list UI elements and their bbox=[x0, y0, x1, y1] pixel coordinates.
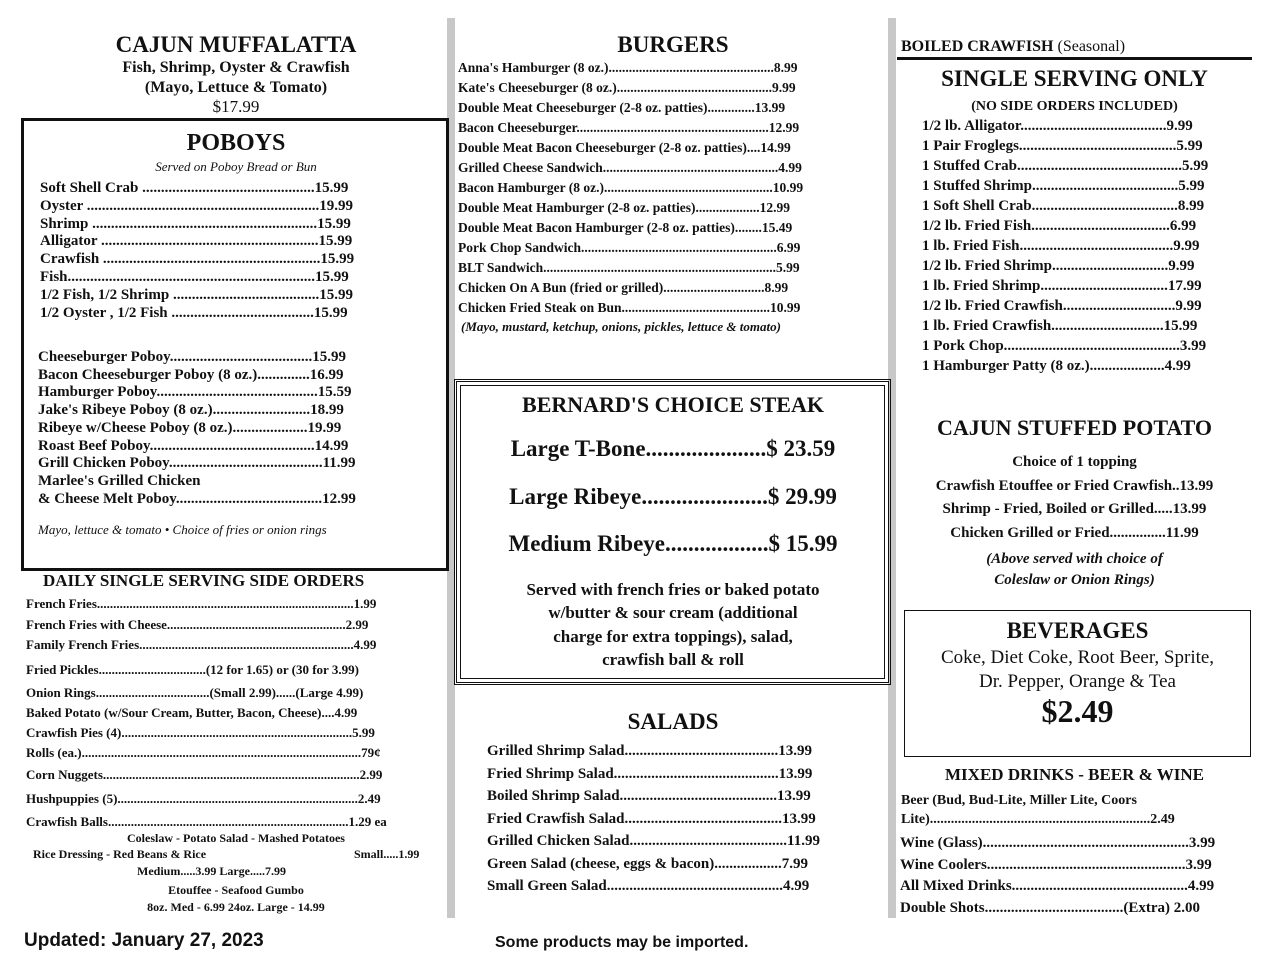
muffalatta-title: CAJUN MUFFALATTA bbox=[115, 32, 357, 57]
poboy-item: 1/2 Fish, 1/2 Shrimp .......................................15.99 bbox=[40, 286, 353, 303]
potato-item: Shrimp - Fried, Boiled or Grilled.....13.99 bbox=[942, 501, 1207, 517]
burgers-title: BURGERS bbox=[617, 32, 729, 57]
single-serving-item: 1/2 lb. Fried Crawfish..............................9.99 bbox=[922, 298, 1202, 314]
single-serving-item: 1 Soft Shell Crab.......................................8.99 bbox=[922, 198, 1205, 214]
single-serving-item: 1 Stuffed Shrimp.......................................5.99 bbox=[922, 178, 1205, 194]
poboys-footer: Mayo, lettuce & tomato • Choice of fries or onion rings bbox=[38, 522, 327, 537]
single-serving-item: 1 Stuffed Crab............................................5.99 bbox=[922, 158, 1209, 174]
steak-item: Large T-Bone.....................$ 23.59 bbox=[510, 436, 836, 461]
sides-note-rice: Rice Dressing - Red Beans & Rice bbox=[33, 847, 207, 861]
salad-item: Green Salad (cheese, eggs & bacon)..................7.99 bbox=[487, 855, 808, 872]
drink-item: Wine (Glass).......................................................3.99 bbox=[900, 835, 1216, 851]
burger-item: Double Meat Cheeseburger (2-8 oz. patties)..............13.99 bbox=[458, 100, 786, 115]
side-order-item: Crawfish Pies (4).......................................................................5.99 bbox=[26, 725, 375, 740]
poboy-item: Hamburger Poboy...........................................15.59 bbox=[38, 384, 352, 401]
crawfish-title-rule bbox=[897, 57, 1252, 60]
drinks-beer-line-1: Beer (Bud, Bud-Lite, Miller Lite, Coors bbox=[901, 793, 1137, 808]
poboy-item: Shrimp ............................................................15.99 bbox=[40, 215, 351, 232]
poboy-item: Cheeseburger Poboy......................................15.99 bbox=[38, 349, 347, 365]
burger-item: Anna's Hamburger (8 oz.).................................................8.99 bbox=[458, 60, 798, 75]
crawfish-title bbox=[901, 38, 1125, 56]
side-order-item: Onion Rings...................................(Small 2.99)......(Large 4.99) bbox=[26, 685, 364, 700]
steak-item: Medium Ribeye..................$ 15.99 bbox=[508, 531, 838, 556]
steak-title: BERNARD'S CHOICE STEAK bbox=[522, 392, 824, 417]
single-serving-item: 1 Hamburger Patty (8 oz.)....................4.99 bbox=[922, 358, 1191, 374]
poboys-title: POBOYS bbox=[186, 130, 286, 156]
beverages-title: BEVERAGES bbox=[1006, 618, 1149, 643]
salad-item: Fried Crawfish Salad..........................................13.99 bbox=[487, 810, 816, 827]
muffalatta-price: $17.99 bbox=[212, 97, 260, 116]
poboy-item: Marlee's Grilled Chicken bbox=[38, 472, 201, 489]
poboy-item: Roast Beef Poboy............................................14.99 bbox=[38, 437, 349, 454]
poboy-item: 1/2 Oyster , 1/2 Fish ......................................15.99 bbox=[40, 304, 348, 321]
steak-item: Large Ribeye......................$ 29.99 bbox=[509, 483, 837, 509]
potato-title: CAJUN STUFFED POTATO bbox=[936, 415, 1213, 440]
burgers-footer: (Mayo, mustard, ketchup, onions, pickles, lettuce & tomato) bbox=[461, 319, 781, 334]
imported-notice: Some products may be imported. bbox=[495, 934, 749, 951]
poboy-item: Fish..................................................................15.99 bbox=[40, 269, 349, 285]
poboys-subtitle: Served on Poboy Bread or Bun bbox=[155, 159, 317, 174]
single-serving-item: 1/2 lb. Fried Fish.....................................6.99 bbox=[922, 218, 1197, 234]
side-order-item: Baked Potato (w/Sour Cream, Butter, Bacon, Cheese)....4.99 bbox=[26, 705, 358, 720]
poboy-item: Oyster ..............................................................19.99 bbox=[40, 197, 354, 214]
steak-description-line: Served with french fries or baked potato bbox=[526, 580, 820, 599]
steak-description-line: crawfish ball & roll bbox=[602, 649, 744, 669]
burger-item: BLT Sandwich.....................................................................5.99 bbox=[458, 260, 800, 275]
poboy-item: Jake's Ribeye Poboy (8 oz.)..........................18.99 bbox=[38, 402, 344, 419]
potato-note-1: (Above served with choice of bbox=[986, 551, 1163, 567]
drink-item: All Mixed Drinks...............................................4.99 bbox=[900, 878, 1215, 894]
sides-note-etouffee: Etouffee - Seafood Gumbo bbox=[168, 883, 304, 897]
burger-item: Double Meat Bacon Hamburger (2-8 oz. patties)........15.49 bbox=[458, 220, 793, 235]
side-order-item: Hushpuppies (5)..........................................................................2.49 bbox=[26, 790, 381, 806]
single-serving-item: 1/2 lb. Alligator.......................................9.99 bbox=[922, 118, 1193, 134]
salad-item: Fried Shrimp Salad............................................13.99 bbox=[487, 765, 813, 782]
updated-date: Updated: January 27, 2023 bbox=[24, 930, 264, 951]
burger-item: Bacon Hamburger (8 oz.)..................................................10.99 bbox=[458, 180, 804, 195]
crawfish-title-note: (Seasonal) bbox=[1057, 38, 1126, 55]
salads-title: SALADS bbox=[627, 709, 719, 734]
poboy-item: Bacon Cheeseburger Poboy (8 oz.)..............16.99 bbox=[38, 366, 344, 383]
burger-item: Chicken On A Bun (fried or grilled)..............................8.99 bbox=[458, 280, 789, 295]
burger-item: Double Meat Bacon Cheeseburger (2-8 oz. patties)....14.99 bbox=[458, 140, 791, 155]
side-order-item: Rolls (ea.)......................................................................................79¢ bbox=[26, 745, 381, 760]
single-serving-subheading: (NO SIDE ORDERS INCLUDED) bbox=[971, 99, 1178, 114]
single-serving-item: 1 lb. Fried Shrimp..................................17.99 bbox=[922, 278, 1202, 294]
single-serving-item: 1 Pair Froglegs..........................................5.99 bbox=[922, 138, 1203, 154]
side-order-item: Corn Nuggets...............................................................................2.99 bbox=[26, 767, 383, 782]
beverages-line-1: Coke, Diet Coke, Root Beer, Sprite, bbox=[940, 647, 1215, 668]
single-serving-item: 1/2 lb. Fried Shrimp...............................9.99 bbox=[922, 258, 1195, 274]
crawfish-title-text: BOILED CRAWFISH bbox=[901, 38, 1054, 55]
potato-item: Chicken Grilled or Fried...............11.99 bbox=[950, 524, 1199, 541]
burger-item: Bacon Cheeseburger.........................................................12.99 bbox=[458, 120, 800, 135]
single-serving-heading: SINGLE SERVING ONLY bbox=[941, 66, 1208, 91]
burger-item: Kate's Cheeseburger (8 oz.)..............................................9.99 bbox=[458, 80, 796, 95]
drink-item: Double Shots.....................................(Extra) 2.00 bbox=[900, 899, 1201, 916]
drinks-beer-line-2: Lite)...............................................................2.49 bbox=[901, 812, 1175, 827]
salad-item: Boiled Shrimp Salad..........................................13.99 bbox=[487, 788, 811, 804]
single-serving-item: 1 lb. Fried Fish.........................................9.99 bbox=[922, 238, 1200, 254]
side-order-item: Family French Fries..................................................................4.99 bbox=[26, 637, 377, 652]
single-serving-item: 1 Pork Chop...............................................3.99 bbox=[922, 338, 1207, 354]
sides-note-small-price: Small.....1.99 bbox=[354, 847, 420, 861]
beverages-line-2: Dr. Pepper, Orange & Tea bbox=[979, 671, 1176, 692]
salad-item: Grilled Shrimp Salad.........................................13.99 bbox=[487, 743, 813, 759]
side-order-item: French Fries...............................................................................1.99 bbox=[26, 596, 377, 611]
muffalatta-toppings: (Mayo, Lettuce & Tomato) bbox=[144, 79, 328, 96]
salad-item: Grilled Chicken Salad..........................................11.99 bbox=[487, 833, 820, 849]
salad-item: Small Green Salad...............................................4.99 bbox=[487, 878, 810, 894]
sides-note-sizes: Medium.....3.99 Large.....7.99 bbox=[137, 864, 286, 878]
poboy-item: Soft Shell Crab ..............................................15.99 bbox=[40, 180, 349, 196]
poboy-item: & Cheese Melt Poboy.......................................12.99 bbox=[38, 490, 356, 507]
potato-item: Crawfish Etouffee or Fried Crawfish..13.99 bbox=[935, 477, 1214, 494]
muffalatta-ingredients: Fish, Shrimp, Oyster & Crawfish bbox=[122, 59, 350, 76]
poboy-item: Alligator ..........................................................15.99 bbox=[40, 233, 353, 250]
steak-description-line: charge for extra toppings), salad, bbox=[553, 626, 793, 646]
burger-item: Pork Chop Sandwich..........................................................6.99 bbox=[458, 240, 801, 255]
drink-item: Wine Coolers.....................................................3.99 bbox=[900, 856, 1212, 873]
sides-title: DAILY SINGLE SERVING SIDE ORDERS bbox=[43, 571, 365, 590]
steak-description-line: w/butter & sour cream (additional bbox=[548, 603, 798, 623]
burger-item: Double Meat Hamburger (2-8 oz. patties)...................12.99 bbox=[458, 200, 790, 215]
sides-note-etouffee-prices: 8oz. Med - 6.99 24oz. Large - 14.99 bbox=[147, 900, 325, 914]
poboy-item: Crawfish ..........................................................15.99 bbox=[40, 251, 355, 268]
potato-item: Choice of 1 topping bbox=[1012, 454, 1137, 470]
burger-item: Grilled Cheese Sandwich....................................................4.99 bbox=[458, 160, 802, 175]
drinks-title: MIXED DRINKS - BEER & WINE bbox=[945, 765, 1204, 784]
poboy-item: Grill Chicken Poboy.........................................11.99 bbox=[38, 455, 356, 472]
beverages-price: $2.49 bbox=[1041, 693, 1114, 729]
sides-note-salads: Coleslaw - Potato Salad - Mashed Potatoes bbox=[127, 831, 345, 845]
single-serving-item: 1 lb. Fried Crawfish..............................15.99 bbox=[922, 318, 1198, 334]
side-order-item: Fried Pickles.................................(12 for 1.65) or (30 for 3.99) bbox=[26, 662, 359, 677]
potato-note-2: Coleslaw or Onion Rings) bbox=[994, 572, 1155, 588]
burger-item: Chicken Fried Steak on Bun............................................10.99 bbox=[458, 300, 801, 315]
side-order-item: Crawfish Balls..........................................................................1.29 ea bbox=[26, 813, 387, 829]
side-order-item: French Fries with Cheese.......................................................2.99 bbox=[26, 616, 369, 632]
poboy-item: Ribeye w/Cheese Poboy (8 oz.)....................19.99 bbox=[38, 419, 342, 436]
